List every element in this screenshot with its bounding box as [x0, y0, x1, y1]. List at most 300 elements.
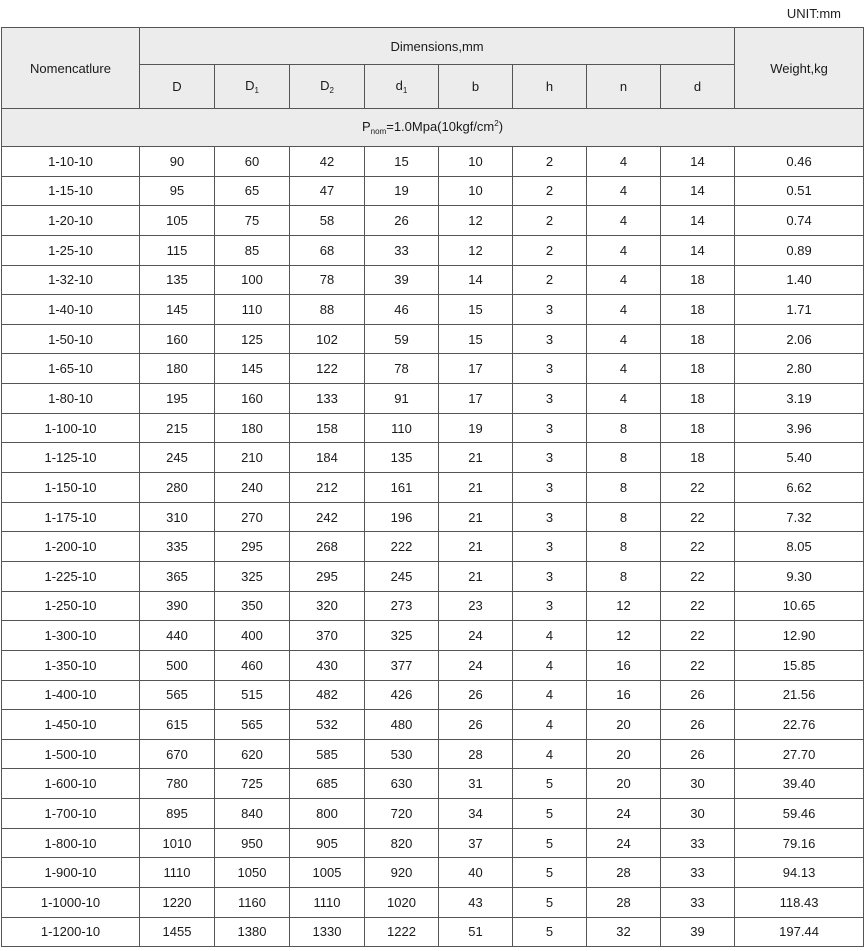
- cell-D2: 242: [290, 502, 365, 532]
- table-row: [2, 147, 864, 177]
- cell-d1: 1222: [365, 917, 439, 947]
- cell-D1: 950: [215, 828, 290, 858]
- table-row: [2, 650, 864, 680]
- cell-b: 14: [439, 265, 513, 295]
- cell-h: 3: [513, 532, 587, 562]
- cell-D: 135: [140, 265, 215, 295]
- cell-b: 43: [439, 888, 513, 918]
- cell-b: 37: [439, 828, 513, 858]
- cell-n: 16: [587, 650, 661, 680]
- cell-weight: 79.16: [735, 828, 864, 858]
- cell-weight: 1.71: [735, 295, 864, 325]
- cell-d1: 630: [365, 769, 439, 799]
- cell-d1: 46: [365, 295, 439, 325]
- cell-weight: 9.30: [735, 561, 864, 591]
- header-weight: Weight,kg: [735, 28, 864, 109]
- cell-b: 10: [439, 147, 513, 177]
- cell-n: 4: [587, 206, 661, 236]
- cell-b: 23: [439, 591, 513, 621]
- cell-n: 4: [587, 265, 661, 295]
- cell-d: 18: [661, 384, 735, 414]
- cell-D2: 482: [290, 680, 365, 710]
- cell-nomenclature: 1-450-10: [2, 710, 140, 740]
- cell-D: 90: [140, 147, 215, 177]
- cell-D1: 350: [215, 591, 290, 621]
- cell-D2: 133: [290, 384, 365, 414]
- cell-D: 335: [140, 532, 215, 562]
- cell-D2: 430: [290, 650, 365, 680]
- cell-h: 5: [513, 769, 587, 799]
- cell-weight: 15.85: [735, 650, 864, 680]
- cell-nomenclature: 1-32-10: [2, 265, 140, 295]
- cell-d1: 39: [365, 265, 439, 295]
- cell-nomenclature: 1-10-10: [2, 147, 140, 177]
- cell-h: 3: [513, 591, 587, 621]
- cell-D: 1455: [140, 917, 215, 947]
- cell-D2: 1330: [290, 917, 365, 947]
- cell-d: 22: [661, 621, 735, 651]
- cell-weight: 0.74: [735, 206, 864, 236]
- cell-b: 26: [439, 680, 513, 710]
- cell-h: 4: [513, 650, 587, 680]
- cell-h: 5: [513, 828, 587, 858]
- cell-D1: 75: [215, 206, 290, 236]
- cell-n: 4: [587, 235, 661, 265]
- cell-b: 21: [439, 473, 513, 503]
- cell-d1: 59: [365, 324, 439, 354]
- cell-d: 18: [661, 265, 735, 295]
- table-row: [2, 473, 864, 503]
- table-row: [2, 828, 864, 858]
- header-d1: $d_1$: [365, 65, 439, 109]
- cell-nomenclature: 1-900-10: [2, 858, 140, 888]
- table-row: [2, 176, 864, 206]
- cell-weight: 2.06: [735, 324, 864, 354]
- cell-d: 33: [661, 858, 735, 888]
- cell-weight: 7.32: [735, 502, 864, 532]
- cell-weight: 2.80: [735, 354, 864, 384]
- cell-D2: 1005: [290, 858, 365, 888]
- cell-D1: 840: [215, 799, 290, 829]
- cell-h: 5: [513, 888, 587, 918]
- cell-D: 160: [140, 324, 215, 354]
- cell-d: 22: [661, 591, 735, 621]
- cell-D2: 122: [290, 354, 365, 384]
- cell-d: 30: [661, 799, 735, 829]
- cell-d: 14: [661, 147, 735, 177]
- cell-D: 615: [140, 710, 215, 740]
- cell-D: 390: [140, 591, 215, 621]
- cell-nomenclature: 1-25-10: [2, 235, 140, 265]
- cell-D: 280: [140, 473, 215, 503]
- cell-d: 18: [661, 324, 735, 354]
- cell-d1: 26: [365, 206, 439, 236]
- cell-D2: 78: [290, 265, 365, 295]
- cell-n: 12: [587, 621, 661, 651]
- table-row: [2, 324, 864, 354]
- cell-weight: 0.46: [735, 147, 864, 177]
- cell-D2: 42: [290, 147, 365, 177]
- cell-nomenclature: 1-1000-10: [2, 888, 140, 918]
- cell-d1: 196: [365, 502, 439, 532]
- cell-d1: 377: [365, 650, 439, 680]
- cell-h: 3: [513, 561, 587, 591]
- cell-n: 4: [587, 324, 661, 354]
- cell-weight: 22.76: [735, 710, 864, 740]
- table-row: [2, 799, 864, 829]
- cell-weight: 3.19: [735, 384, 864, 414]
- cell-h: 3: [513, 384, 587, 414]
- table-row: [2, 680, 864, 710]
- cell-nomenclature: 1-200-10: [2, 532, 140, 562]
- table-row: [2, 591, 864, 621]
- cell-D: 895: [140, 799, 215, 829]
- cell-h: 4: [513, 621, 587, 651]
- cell-D1: 270: [215, 502, 290, 532]
- cell-D2: 184: [290, 443, 365, 473]
- cell-n: 4: [587, 354, 661, 384]
- table-row: [2, 739, 864, 769]
- cell-b: 21: [439, 532, 513, 562]
- cell-b: 17: [439, 354, 513, 384]
- cell-D1: 160: [215, 384, 290, 414]
- cell-n: 8: [587, 502, 661, 532]
- cell-d1: 426: [365, 680, 439, 710]
- cell-D: 215: [140, 413, 215, 443]
- cell-b: 21: [439, 502, 513, 532]
- header-dimensions: Dimensions,mm: [140, 28, 735, 65]
- header-nomenclature: Nomencatlure: [2, 28, 140, 109]
- cell-D2: 685: [290, 769, 365, 799]
- table-row: [2, 561, 864, 591]
- header-b: b: [439, 65, 513, 109]
- table-row: [2, 888, 864, 918]
- cell-D1: 125: [215, 324, 290, 354]
- cell-D1: 110: [215, 295, 290, 325]
- cell-D1: 725: [215, 769, 290, 799]
- cell-b: 28: [439, 739, 513, 769]
- cell-nomenclature: 1-150-10: [2, 473, 140, 503]
- cell-nomenclature: 1-300-10: [2, 621, 140, 651]
- cell-nomenclature: 1-20-10: [2, 206, 140, 236]
- cell-D: 310: [140, 502, 215, 532]
- cell-h: 4: [513, 739, 587, 769]
- header-d: d: [661, 65, 735, 109]
- cell-d1: 720: [365, 799, 439, 829]
- cell-D1: 1160: [215, 888, 290, 918]
- cell-D: 180: [140, 354, 215, 384]
- cell-n: 4: [587, 295, 661, 325]
- cell-b: 19: [439, 413, 513, 443]
- cell-b: 31: [439, 769, 513, 799]
- cell-h: 2: [513, 265, 587, 295]
- table-row: [2, 769, 864, 799]
- table-row: [2, 502, 864, 532]
- cell-D1: 145: [215, 354, 290, 384]
- header-n: n: [587, 65, 661, 109]
- cell-D2: 88: [290, 295, 365, 325]
- cell-n: 28: [587, 858, 661, 888]
- cell-b: 12: [439, 235, 513, 265]
- cell-d: 18: [661, 354, 735, 384]
- cell-n: 16: [587, 680, 661, 710]
- cell-b: 21: [439, 443, 513, 473]
- cell-d: 26: [661, 739, 735, 769]
- cell-d1: 1020: [365, 888, 439, 918]
- cell-D: 670: [140, 739, 215, 769]
- table-row: [2, 206, 864, 236]
- cell-D2: 58: [290, 206, 365, 236]
- cell-weight: 0.51: [735, 176, 864, 206]
- cell-b: 15: [439, 324, 513, 354]
- table-row: [2, 354, 864, 384]
- cell-D1: 295: [215, 532, 290, 562]
- cell-d: 33: [661, 888, 735, 918]
- cell-D: 245: [140, 443, 215, 473]
- table-row: [2, 384, 864, 414]
- cell-D1: 180: [215, 413, 290, 443]
- cell-D1: 65: [215, 176, 290, 206]
- cell-D: 440: [140, 621, 215, 651]
- cell-D: 105: [140, 206, 215, 236]
- cell-D1: 325: [215, 561, 290, 591]
- cell-n: 24: [587, 799, 661, 829]
- cell-n: 8: [587, 443, 661, 473]
- cell-d1: 325: [365, 621, 439, 651]
- cell-d1: 15: [365, 147, 439, 177]
- cell-d: 22: [661, 473, 735, 503]
- cell-n: 32: [587, 917, 661, 947]
- cell-d1: 273: [365, 591, 439, 621]
- cell-D1: 85: [215, 235, 290, 265]
- cell-d1: 480: [365, 710, 439, 740]
- cell-D: 780: [140, 769, 215, 799]
- cell-n: 4: [587, 176, 661, 206]
- cell-D1: 620: [215, 739, 290, 769]
- header-D1: $D_1$: [215, 65, 290, 109]
- cell-d1: 161: [365, 473, 439, 503]
- cell-nomenclature: 1-125-10: [2, 443, 140, 473]
- cell-h: 2: [513, 147, 587, 177]
- cell-d1: 222: [365, 532, 439, 562]
- cell-d1: 245: [365, 561, 439, 591]
- cell-h: 5: [513, 917, 587, 947]
- cell-D: 365: [140, 561, 215, 591]
- cell-h: 3: [513, 473, 587, 503]
- cell-weight: 1.40: [735, 265, 864, 295]
- cell-d1: 91: [365, 384, 439, 414]
- cell-d1: 820: [365, 828, 439, 858]
- cell-weight: 5.40: [735, 443, 864, 473]
- cell-d1: 110: [365, 413, 439, 443]
- cell-D1: 100: [215, 265, 290, 295]
- cell-nomenclature: 1-500-10: [2, 739, 140, 769]
- cell-weight: 0.89: [735, 235, 864, 265]
- cell-d: 14: [661, 206, 735, 236]
- cell-n: 4: [587, 147, 661, 177]
- cell-D2: 158: [290, 413, 365, 443]
- cell-b: 26: [439, 710, 513, 740]
- cell-D1: 1380: [215, 917, 290, 947]
- cell-weight: 59.46: [735, 799, 864, 829]
- flange-dimensions-table: [1, 27, 864, 947]
- cell-weight: 39.40: [735, 769, 864, 799]
- cell-weight: 27.70: [735, 739, 864, 769]
- cell-n: 8: [587, 413, 661, 443]
- cell-D2: 800: [290, 799, 365, 829]
- table-row: [2, 265, 864, 295]
- cell-nomenclature: 1-100-10: [2, 413, 140, 443]
- header-D: D: [140, 65, 215, 109]
- cell-D: 95: [140, 176, 215, 206]
- cell-n: 20: [587, 710, 661, 740]
- cell-D2: 585: [290, 739, 365, 769]
- cell-d1: 78: [365, 354, 439, 384]
- cell-D: 1010: [140, 828, 215, 858]
- cell-D1: 515: [215, 680, 290, 710]
- cell-d: 22: [661, 502, 735, 532]
- cell-h: 2: [513, 176, 587, 206]
- cell-nomenclature: 1-15-10: [2, 176, 140, 206]
- cell-d: 33: [661, 828, 735, 858]
- cell-h: 5: [513, 858, 587, 888]
- cell-h: 3: [513, 413, 587, 443]
- cell-D: 500: [140, 650, 215, 680]
- cell-D2: 320: [290, 591, 365, 621]
- cell-b: 24: [439, 621, 513, 651]
- cell-nomenclature: 1-40-10: [2, 295, 140, 325]
- cell-weight: 12.90: [735, 621, 864, 651]
- cell-nomenclature: 1-175-10: [2, 502, 140, 532]
- cell-d: 14: [661, 235, 735, 265]
- cell-D: 115: [140, 235, 215, 265]
- cell-n: 12: [587, 591, 661, 621]
- cell-nomenclature: 1-400-10: [2, 680, 140, 710]
- cell-D1: 210: [215, 443, 290, 473]
- cell-weight: 94.13: [735, 858, 864, 888]
- cell-d: 30: [661, 769, 735, 799]
- cell-h: 3: [513, 295, 587, 325]
- cell-nomenclature: 1-80-10: [2, 384, 140, 414]
- cell-weight: 3.96: [735, 413, 864, 443]
- cell-b: 34: [439, 799, 513, 829]
- cell-D: 1220: [140, 888, 215, 918]
- cell-D: 145: [140, 295, 215, 325]
- cell-h: 3: [513, 354, 587, 384]
- cell-n: 20: [587, 769, 661, 799]
- cell-D2: 102: [290, 324, 365, 354]
- cell-D2: 268: [290, 532, 365, 562]
- cell-weight: 21.56: [735, 680, 864, 710]
- cell-nomenclature: 1-250-10: [2, 591, 140, 621]
- cell-d: 18: [661, 295, 735, 325]
- cell-D1: 460: [215, 650, 290, 680]
- cell-D2: 532: [290, 710, 365, 740]
- unit-label: UNIT:mm: [786, 6, 841, 21]
- cell-D1: 60: [215, 147, 290, 177]
- cell-d: 22: [661, 561, 735, 591]
- cell-d: 22: [661, 532, 735, 562]
- cell-weight: 6.62: [735, 473, 864, 503]
- table-row: [2, 235, 864, 265]
- cell-n: 20: [587, 739, 661, 769]
- cell-h: 4: [513, 680, 587, 710]
- cell-d1: 19: [365, 176, 439, 206]
- cell-D2: 905: [290, 828, 365, 858]
- cell-h: 2: [513, 235, 587, 265]
- cell-n: 28: [587, 888, 661, 918]
- cell-n: 8: [587, 532, 661, 562]
- cell-D1: 565: [215, 710, 290, 740]
- table-row: [2, 710, 864, 740]
- cell-nomenclature: 1-1200-10: [2, 917, 140, 947]
- table-row: [2, 532, 864, 562]
- cell-h: 2: [513, 206, 587, 236]
- cell-D2: 370: [290, 621, 365, 651]
- cell-d: 18: [661, 443, 735, 473]
- table-row: [2, 295, 864, 325]
- cell-nomenclature: 1-350-10: [2, 650, 140, 680]
- table-row: [2, 917, 864, 947]
- cell-b: 10: [439, 176, 513, 206]
- cell-h: 3: [513, 502, 587, 532]
- cell-D2: 68: [290, 235, 365, 265]
- cell-d: 26: [661, 710, 735, 740]
- cell-D: 195: [140, 384, 215, 414]
- cell-h: 4: [513, 710, 587, 740]
- cell-b: 17: [439, 384, 513, 414]
- cell-weight: 8.05: [735, 532, 864, 562]
- cell-d: 14: [661, 176, 735, 206]
- cell-D2: 47: [290, 176, 365, 206]
- cell-b: 21: [439, 561, 513, 591]
- cell-nomenclature: 1-600-10: [2, 769, 140, 799]
- cell-nomenclature: 1-50-10: [2, 324, 140, 354]
- cell-d: 18: [661, 413, 735, 443]
- cell-weight: 118.43: [735, 888, 864, 918]
- cell-D1: 400: [215, 621, 290, 651]
- cell-b: 40: [439, 858, 513, 888]
- cell-D1: 1050: [215, 858, 290, 888]
- cell-b: 51: [439, 917, 513, 947]
- cell-nomenclature: 1-225-10: [2, 561, 140, 591]
- cell-D2: 295: [290, 561, 365, 591]
- cell-D1: 240: [215, 473, 290, 503]
- cell-d: 22: [661, 650, 735, 680]
- cell-d1: 530: [365, 739, 439, 769]
- table-row: [2, 413, 864, 443]
- cell-n: 24: [587, 828, 661, 858]
- table-row: [2, 621, 864, 651]
- cell-d: 39: [661, 917, 735, 947]
- pressure-row: $P_{nom}=1.0Mpa(10kgf/cm^2)$: [2, 109, 864, 147]
- cell-weight: 197.44: [735, 917, 864, 947]
- cell-nomenclature: 1-700-10: [2, 799, 140, 829]
- cell-d: 26: [661, 680, 735, 710]
- cell-d1: 135: [365, 443, 439, 473]
- cell-h: 5: [513, 799, 587, 829]
- cell-d1: 920: [365, 858, 439, 888]
- table-row: [2, 443, 864, 473]
- cell-nomenclature: 1-65-10: [2, 354, 140, 384]
- cell-n: 8: [587, 473, 661, 503]
- cell-b: 15: [439, 295, 513, 325]
- cell-weight: 10.65: [735, 591, 864, 621]
- cell-n: 8: [587, 561, 661, 591]
- cell-D: 1110: [140, 858, 215, 888]
- cell-b: 24: [439, 650, 513, 680]
- cell-D2: 212: [290, 473, 365, 503]
